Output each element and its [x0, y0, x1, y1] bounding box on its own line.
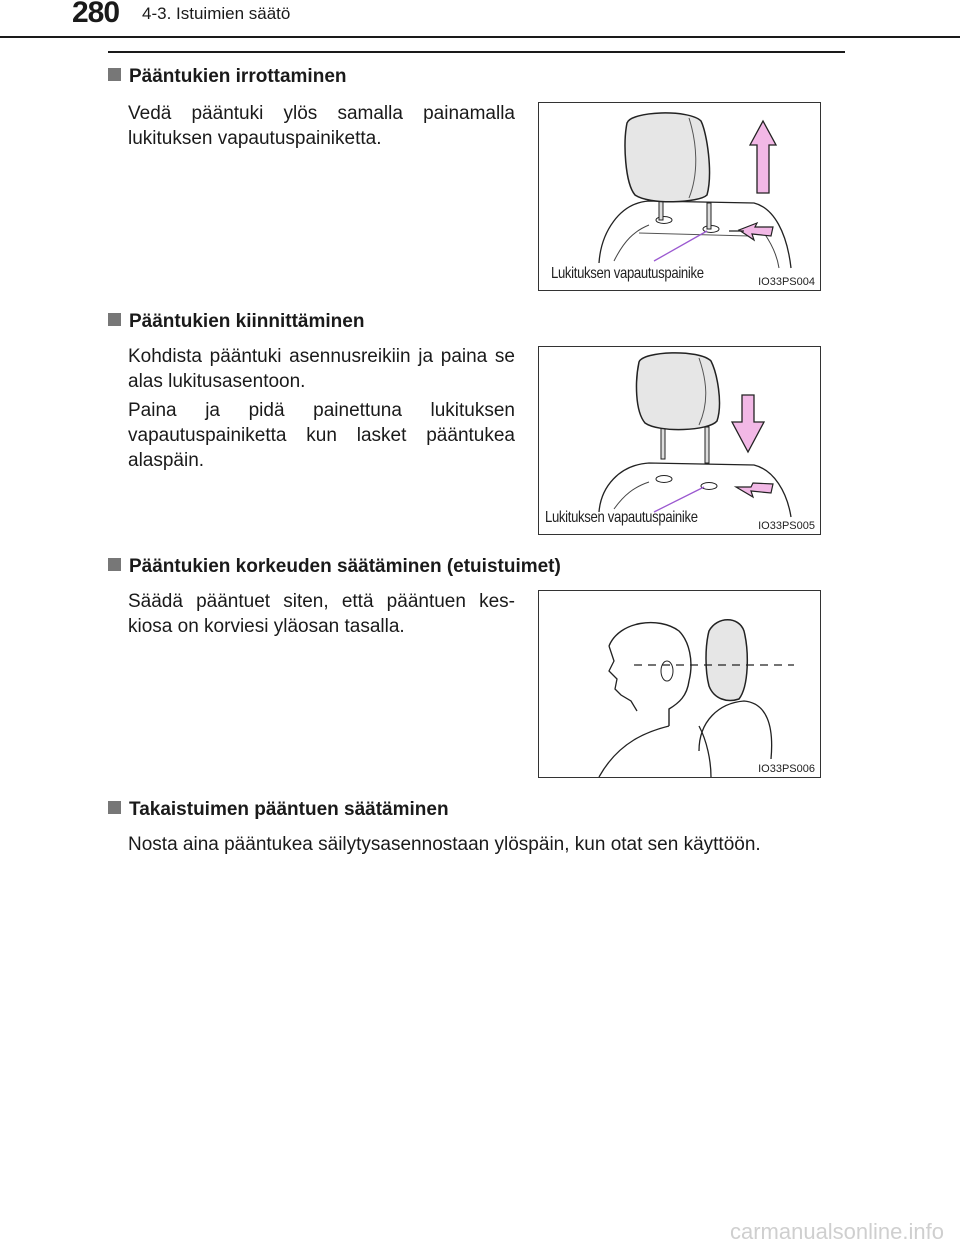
- square-bullet-icon: [108, 68, 121, 81]
- headrest-installation-icon: [539, 347, 820, 534]
- figure-headrest-installation: [538, 346, 821, 535]
- header-rule: [0, 36, 960, 38]
- figure-headrest-removal: [538, 102, 821, 291]
- square-bullet-icon: [108, 801, 121, 814]
- section-title-rear: [108, 799, 449, 821]
- section-title-height: [108, 556, 561, 578]
- callout-release-button: Lukituksen vapautuspainike: [545, 509, 698, 526]
- square-bullet-icon: [108, 558, 121, 571]
- paragraph-removal: Vedä pääntuki ylös samalla painamalla lukituksen vapautuspainiketta.: [128, 103, 515, 149]
- section-title-removal: [108, 66, 347, 88]
- figure-code: IO33PS006: [758, 763, 815, 775]
- square-bullet-icon: [108, 313, 121, 326]
- callout-release-button: Lukituksen vapautuspainike: [551, 265, 704, 282]
- paragraph-height: Säädä pääntuet siten, että pääntuen kes-kiosa on korviesi yläosan tasalla.: [128, 591, 515, 637]
- paragraph-installation-2: Paina ja pidä painettuna lukituksen vapautuspainiketta kun lasket pääntukea alaspäin.: [128, 400, 515, 471]
- section-rule: [108, 51, 845, 53]
- headrest-removal-icon: [539, 103, 820, 290]
- section-title-text: Pääntukien korkeuden säätäminen (etuistuimet): [129, 556, 561, 577]
- headrest-height-icon: [539, 591, 820, 777]
- section-title-text: Pääntukien irrottaminen: [129, 66, 347, 87]
- paragraph-rear: Nosta aina pääntukea säilytysasennostaan ylöspäin, kun otat sen käyttöön.: [128, 834, 761, 855]
- page-number: 280: [72, 0, 120, 29]
- chapter-title: 4-3. Istuimien säätö: [142, 4, 291, 23]
- paragraph-installation-1: Kohdista pääntuki asennusreikiin ja paina se alas lukitusasentoon.: [128, 346, 515, 392]
- watermark: carmanualsonline.info: [729, 1219, 944, 1244]
- section-title-text: Pääntukien kiinnittäminen: [129, 311, 365, 332]
- figure-code: IO33PS005: [758, 520, 815, 532]
- section-title-installation: [108, 311, 364, 333]
- figure-code: IO33PS004: [758, 276, 815, 288]
- figure-headrest-height: [538, 590, 821, 778]
- section-title-text: Takaistuimen pääntuen säätäminen: [129, 799, 449, 820]
